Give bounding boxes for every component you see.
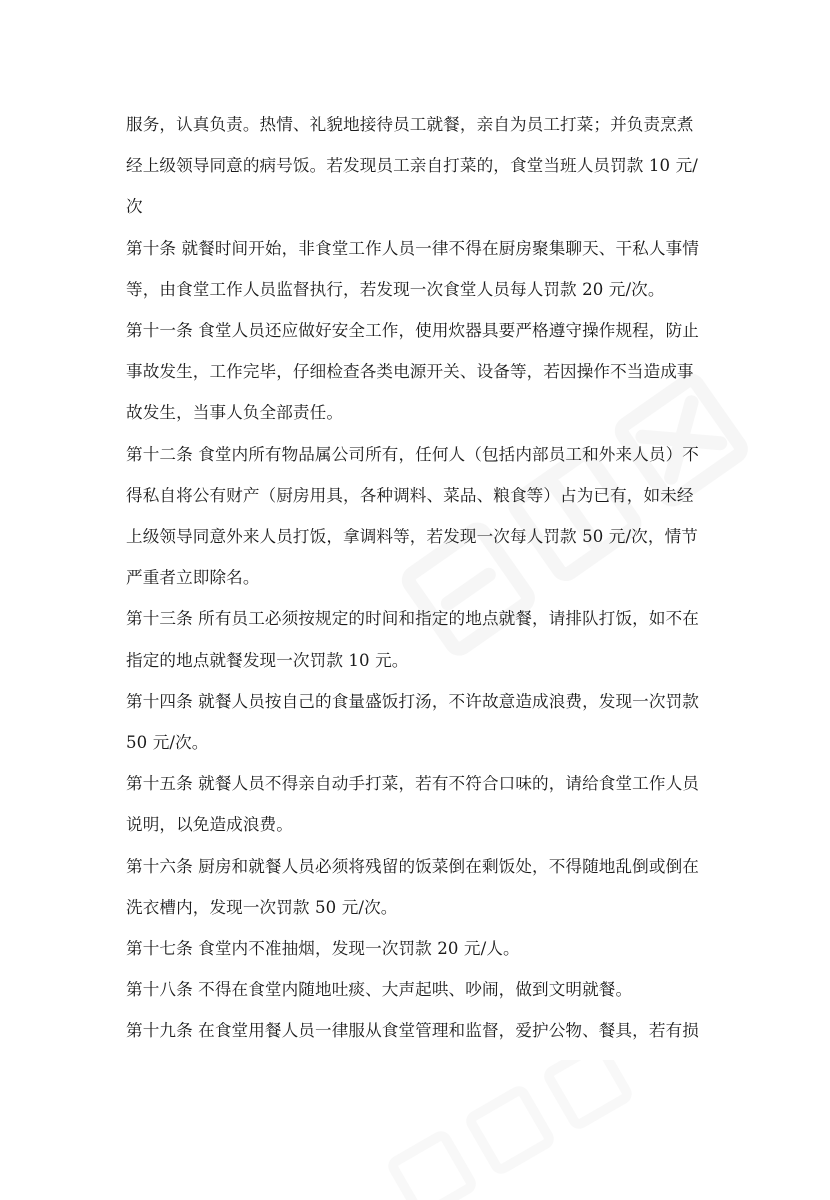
watermark-pattern-bottom-icon: [360, 1060, 660, 1200]
article-18: 第十八条 不得在食堂内随地吐痰、大声起哄、吵闹，做到文明就餐。: [126, 980, 633, 1000]
article-19: 第十九条 在食堂用餐人员一律服从食堂管理和监督，爱护公物、餐具，若有损: [126, 1021, 699, 1041]
article-14: 第十四条 就餐人员按自己的食量盛饭打汤，不许故意造成浪费，发现一次罚款 50 元/次。: [126, 691, 699, 753]
article-13: 第十三条 所有员工必须按规定的时间和指定的地点就餐，请排队打饭，如不在指定的地点就餐发现一次罚款 10 元。: [126, 609, 699, 670]
article-17: 第十七条 食堂内不准抽烟，发现一次罚款 20 元/人。: [126, 939, 520, 959]
document-body: [126, 104, 710, 1052]
article-11: 第十一条 食堂人员还应做好安全工作，使用炊器具要严格遵守操作规程，防止事故发生，工作完毕，仔细检查各类电源开关、设备等，若因操作不当造成事故发生，当事人负全部责任。: [126, 321, 699, 423]
article-12: 第十二条 食堂内所有物品属公司所有，任何人（包括内部员工和外来人员）不得私自将公有财产（厨房用具，各种调料、菜品、粮食等）占为已有，如未经上级领导同意外来人员打饭，拿调料等，若发现一次每人罚款 50 元/次，情节严重者立即除名。: [126, 444, 699, 588]
paragraph-continuation: 服务，认真负责。热情、礼貌地接待员工就餐，亲自为员工打菜；并负责烹煮经上级领导同意的病号饭。若发现员工亲自打菜的，食堂当班人员罚款 10 元/次: [126, 115, 698, 217]
article-10: 第十条 就餐时间开始，非食堂工作人员一律不得在厨房聚集聊天、干私人事情等，由食堂工作人员监督执行，若发现一次食堂人员每人罚款 20 元/次。: [126, 238, 699, 299]
article-15: 第十五条 就餐人员不得亲自动手打菜，若有不符合口味的，请给食堂工作人员说明，以免造成浪费。: [126, 774, 699, 835]
article-16: 第十六条 厨房和就餐人员必须将残留的饭菜倒在剩饭处，不得随地乱倒或倒在洗衣槽内，发现一次罚款 50 元/次。: [126, 856, 699, 917]
